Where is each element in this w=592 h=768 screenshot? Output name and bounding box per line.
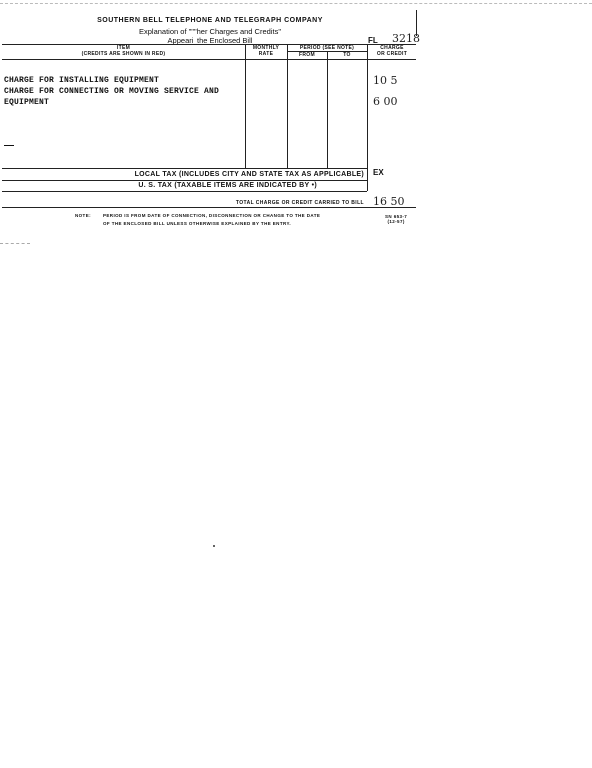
- note-line-1: PERIOD IS FROM DATE OF CONNECTION, DISCONNECTION OR CHANGE TO THE DATE: [103, 213, 321, 218]
- local-tax-rule: [2, 180, 367, 181]
- col-divider-to: [327, 51, 328, 168]
- us-tax-label: U. S. TAX (TAXABLE ITEMS ARE INDICATED BY •): [138, 182, 317, 189]
- header-edge-line: [416, 10, 417, 36]
- item-amount-1: 10 5: [373, 74, 398, 87]
- header-bottom-rule: [2, 59, 416, 60]
- form-number: SN 653-7 (12-57): [385, 214, 408, 224]
- local-tax-value: EX: [373, 168, 384, 177]
- form-title: Explanation of """her Charges and Credits": [139, 27, 281, 36]
- item-row-2: CHARGE FOR CONNECTING OR MOVING SERVICE AND: [4, 87, 220, 96]
- col-divider-from: [287, 44, 288, 168]
- bottom-perforation: [0, 243, 30, 244]
- account-number: 3218: [392, 32, 420, 45]
- body-bottom-rule: [2, 168, 367, 169]
- from-header: FROM: [299, 52, 315, 58]
- dash-mark: —: [4, 140, 14, 151]
- monthly-rate-header: MONTHLY RATE: [252, 45, 280, 57]
- period-header: PERIOD (SEE NOTE): [299, 45, 355, 51]
- item-header: ITEM (CREDITS ARE SHOWN IN RED): [81, 45, 166, 57]
- to-header: TO: [343, 52, 351, 58]
- company-name: SOUTHERN BELL TELEPHONE AND TELEGRAPH COMPANY: [97, 17, 323, 24]
- stray-mark: [213, 545, 215, 547]
- form-subtitle: Appeari the Enclosed Bill: [167, 36, 253, 45]
- col-divider-charge: [367, 44, 368, 191]
- charge-credit-header: CHARGE OR CREDIT: [376, 45, 408, 57]
- total-label: TOTAL CHARGE OR CREDIT CARRIED TO BILL: [235, 200, 364, 206]
- col-divider-rate: [245, 44, 246, 168]
- total-value: 16 50: [373, 195, 405, 208]
- local-tax-label: LOCAL TAX (INCLUDES CITY AND STATE TAX AS APPLICABLE): [134, 171, 364, 178]
- item-amount-2: 6 00: [373, 95, 398, 108]
- us-tax-rule: [2, 191, 367, 192]
- note-label: NOTE:: [75, 213, 91, 218]
- item-row-1: CHARGE FOR INSTALLING EQUIPMENT: [4, 76, 160, 85]
- item-row-2-cont: EQUIPMENT: [4, 98, 50, 107]
- note-line-2: OF THE ENCLOSED BILL UNLESS OTHERWISE EXPLAINED BY THE ENTRY.: [103, 221, 292, 226]
- top-perforation: [0, 3, 592, 4]
- total-rule: [2, 207, 416, 208]
- account-prefix: FL: [368, 36, 378, 45]
